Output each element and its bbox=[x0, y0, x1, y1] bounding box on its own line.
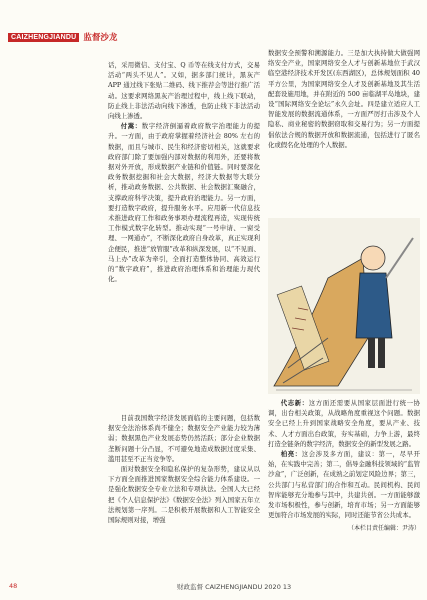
page-header bbox=[8, 30, 117, 44]
paragraph: 面对数据安全和隐私保护的复杂形势，建议从以下方面全面推进国家数据安全综合能力体系建设。一是强化数据安全专业立法和专项执法。全国人大已经把《个人信息保护法》《数据安全法》列入国家五年立法规划第一序列。二是积极开展数据和人工智能安全国际规则对接，增强 bbox=[108, 465, 260, 525]
paragraph: 目前我国数字经济发展面临的主要问题，包括数据安全法治体系尚不健全；数据安全产业能力较为薄弱；数据黑色产业发展态势仍然活跃；部分企业数据垄断问题十分凸显，不可避免地造成数据过度采集、滥用甚至不正当竞争等。 bbox=[108, 414, 260, 463]
magazine-logo: CAIZHENGJIANDU bbox=[8, 33, 79, 42]
article-column-right-top bbox=[268, 48, 420, 150]
page-number: 48 bbox=[9, 582, 18, 590]
paragraph bbox=[268, 449, 420, 520]
article-column-right-bottom bbox=[268, 398, 420, 535]
paragraph bbox=[268, 398, 420, 449]
paragraph-text: 这方面还需要从国家层面进行统一协调，出台相关政策，从战略角度重视这个问题。数据安全已经上升到国家战略安全角度，要从产业、技术、人才方面出台政策，夯实基础，力争上游，最终打造全链条的数字经济，数据安全的新型发展之路。 bbox=[268, 399, 421, 448]
article-column-left-top bbox=[108, 60, 260, 284]
paragraph-text: 数字经济倒逼着政府数字治理能力的提升。一方面，由于政府掌握着经济社会 80% 左右的数据，而且与城市、民生和经济密切相关，这就要求政府部门除了要加强内部对数据的利用外，还要将数据对外开放，形成数据产业链和价值链。同时要深化政务数据挖掘和社会大数据，经济大数据等大联分析，推动政务数据、公共数据、社会数据汇聚融合，支撑政府科学决策，提升政府治理能力。另一方面，要打造数字政府，提升服务水平。应用新一代信息技术推进政府工作和政务事项办理流程再造，实现传统工作模式数字化转型。推动实现“一号申请、一窗受理、一网通办”，不断深化政府自身改革，真正实现利企便民，推进“放管服”改革和纵深发展，以“不见面、马上办”改革为牵引，全面打造整体协同、高效运行的“数字政府”，推进政府治理体系和治理能力现代化。 bbox=[108, 122, 261, 284]
speaker-name: 柏亮： bbox=[280, 450, 302, 459]
magazine-footer: 财政监督 CAIZHENGJIANDU 2020 13 bbox=[177, 583, 292, 591]
speaker-name: 代志新： bbox=[280, 399, 309, 407]
article-column-left-bottom bbox=[108, 413, 260, 525]
paragraph: 数据安全预警和溯源能力。三是加大执持做大做强网络安全产业，国家网络安全人才与创新基地位于武汉临空港经济技术开发区(东西湖区)，总体规划面积 40 平方公里，为国家网络安全人才及创新基地及其生活配套设施用地，并在附近的 500 亩临湖平岛地块，建设“国际网络安全论坛”永久会址。四是建立适应人工智能发展的数据流通体系，一方面严厉打击涉及个人隐私、商业秘密的数据窃取和交易行为；另一方面提倡依法合规的数据开放和数据流通，包括进行了匿名化或假名化处理的个人数据。 bbox=[268, 49, 420, 149]
editor-credit: （本栏目责任编辑：尹涛） bbox=[347, 525, 420, 533]
section-title: 监督沙龙 bbox=[83, 33, 118, 43]
speaker-name: 付嵩： bbox=[120, 122, 142, 131]
page-footer bbox=[0, 582, 427, 594]
paragraph-text: 这会涉及多方面，建议：第一，尽早开始，在实践中完善；第二，倡导金融科技领域的“监管沙盒”，广泛创新，在成熟之前划定风险边界；第三，公共部门与私营部门的合作和互动。民间机构、民间智库能够充分地参与其中，共建共创。一方面能够激发市场积极性，参与创新，培育市场；另一方面能够更加符合市场发展的实际，同时还能节省公共成本。 bbox=[268, 450, 421, 520]
paragraph bbox=[108, 121, 260, 284]
cartoon-illustration bbox=[268, 218, 420, 394]
paragraph: 话，采用微信、支付宝、Q 币等在线支付方式，交易活动“两头不见人”。又如，据多部门统计，黑灰产 APP 通过线下张贴二维码、线下推荐会等进行推广活动。这要求网络黑灰产治理过程中，线上线下联动，防止线上非法活动向线下渗透，也防止线下非法活动向线上渗透。 bbox=[108, 61, 260, 121]
